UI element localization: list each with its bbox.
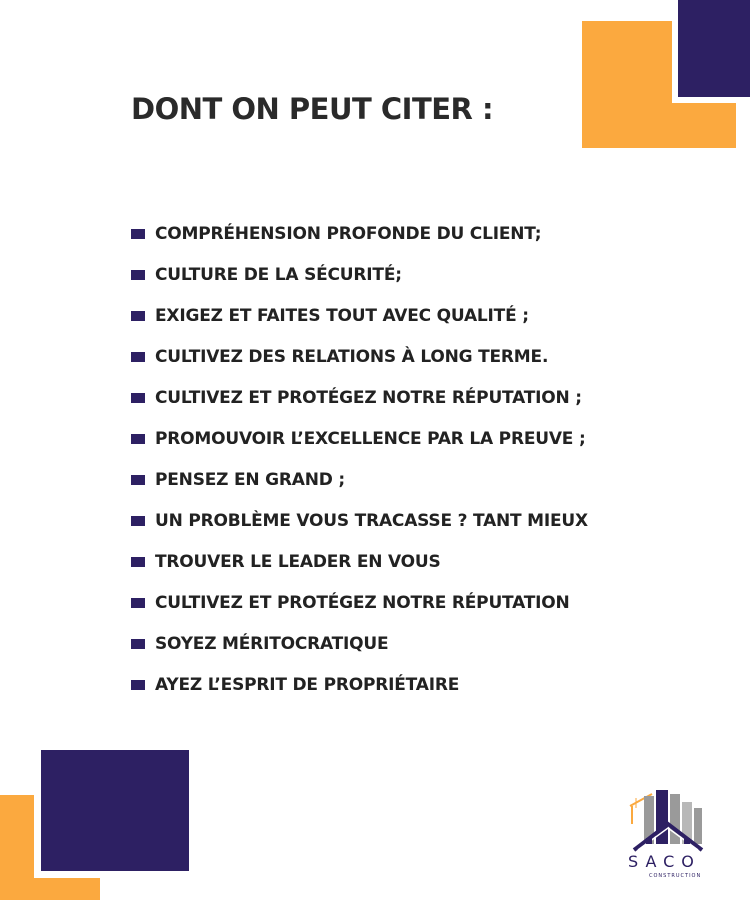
- list-item: [131, 541, 588, 582]
- square-bullet-icon: [131, 352, 145, 362]
- list-item-label: TROUVER LE LEADER EN VOUS: [155, 551, 441, 572]
- list-item-label: CULTIVEZ ET PROTÉGEZ NOTRE RÉPUTATION: [155, 592, 570, 613]
- list-item: [131, 623, 588, 664]
- decor-navy-square-top: [678, 0, 750, 97]
- square-bullet-icon: [131, 598, 145, 608]
- list-item: [131, 582, 588, 623]
- square-bullet-icon: [131, 516, 145, 526]
- list-item-label: CULTIVEZ ET PROTÉGEZ NOTRE RÉPUTATION ;: [155, 387, 582, 408]
- list-item: [131, 295, 588, 336]
- square-bullet-icon: [131, 475, 145, 485]
- list-item-label: COMPRÉHENSION PROFONDE DU CLIENT;: [155, 223, 542, 244]
- list-item-label: SOYEZ MÉRITOCRATIQUE: [155, 633, 389, 654]
- square-bullet-icon: [131, 680, 145, 690]
- list-item-label: AYEZ L’ESPRIT DE PROPRIÉTAIRE: [155, 674, 460, 695]
- list-item-label: CULTURE DE LA SÉCURITÉ;: [155, 264, 402, 285]
- square-bullet-icon: [131, 393, 145, 403]
- list-item-label: PROMOUVOIR L’EXCELLENCE PAR LA PREUVE ;: [155, 428, 586, 449]
- square-bullet-icon: [131, 270, 145, 280]
- list-item: [131, 418, 588, 459]
- list-item: [131, 459, 588, 500]
- square-bullet-icon: [131, 229, 145, 239]
- list-item: [131, 664, 588, 705]
- decor-navy-square-bottom: [41, 750, 189, 871]
- list-item-label: UN PROBLÈME VOUS TRACASSE ? TANT MIEUX: [155, 510, 588, 531]
- list-item: [131, 254, 588, 295]
- square-bullet-icon: [131, 557, 145, 567]
- list-item: [131, 500, 588, 541]
- list-item: [131, 377, 588, 418]
- list-item-label: EXIGEZ ET FAITES TOUT AVEC QUALITÉ ;: [155, 305, 529, 326]
- logo-tagline: CONSTRUCTION: [649, 873, 702, 879]
- page-title: DONT ON PEUT CITER :: [131, 92, 494, 126]
- values-list: [131, 213, 588, 705]
- list-item: [131, 213, 588, 254]
- square-bullet-icon: [131, 311, 145, 321]
- list-item-label: CULTIVEZ DES RELATIONS À LONG TERME.: [155, 346, 549, 367]
- square-bullet-icon: [131, 434, 145, 444]
- logo-name: SACO: [628, 852, 701, 871]
- list-item: [131, 336, 588, 377]
- list-item-label: PENSEZ EN GRAND ;: [155, 469, 346, 490]
- square-bullet-icon: [131, 639, 145, 649]
